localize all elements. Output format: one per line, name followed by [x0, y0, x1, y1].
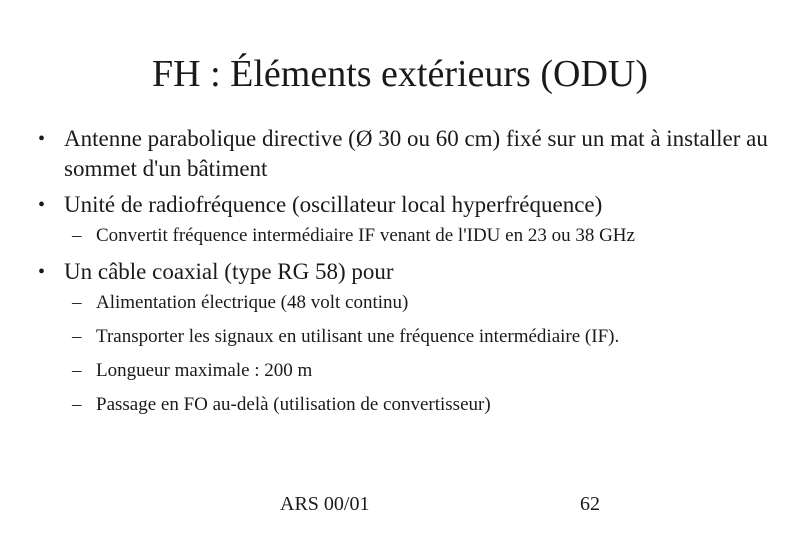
footer-course: ARS 00/01 [280, 493, 370, 515]
bullet-text: Unité de radiofréquence (oscillateur local hyperfréquence) [64, 192, 603, 217]
sub-bullet-item [64, 358, 778, 384]
bullet-item [38, 257, 778, 418]
bullet-item [38, 190, 778, 249]
footer-page-number: 62 [580, 493, 600, 515]
dash-icon: – [72, 326, 82, 347]
dash-icon: – [72, 394, 82, 415]
bullet-text: Un câble coaxial (type RG 58) pour [64, 259, 394, 284]
bullet-icon: • [38, 194, 46, 216]
sub-bullet-item [64, 324, 778, 350]
bullet-list [38, 124, 778, 426]
bullet-icon: • [38, 128, 46, 150]
sub-bullet-text: Transporter les signaux en utilisant une fréquence intermédiaire (IF). [96, 326, 620, 347]
sub-bullet-item [64, 223, 778, 249]
sub-bullet-item [64, 290, 778, 316]
dash-icon: – [72, 225, 82, 246]
dash-icon: – [72, 360, 82, 381]
sub-bullet-list [64, 223, 778, 249]
dash-icon: – [72, 292, 82, 313]
sub-bullet-list [64, 290, 778, 418]
sub-bullet-text: Longueur maximale : 200 m [96, 360, 313, 381]
slide-title: FH : Éléments extérieurs (ODU) [152, 53, 648, 95]
bullet-item [38, 124, 778, 184]
bullet-icon: • [38, 261, 46, 283]
sub-bullet-text: Passage en FO au-delà (utilisation de convertisseur) [96, 394, 491, 415]
bullet-text: Antenne parabolique directive (Ø 30 ou 60 cm) fixé sur un mat à installer au sommet d'un bâtiment [64, 126, 768, 181]
sub-bullet-text: Alimentation électrique (48 volt continu) [96, 292, 409, 313]
sub-bullet-item [64, 392, 778, 418]
sub-bullet-text: Convertit fréquence intermédiaire IF venant de l'IDU en 23 ou 38 GHz [96, 225, 635, 246]
